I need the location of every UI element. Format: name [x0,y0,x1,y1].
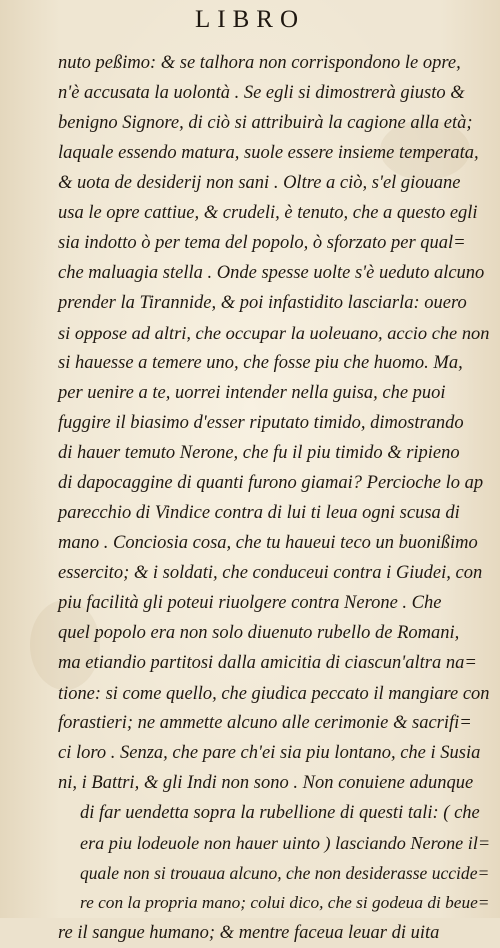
text-line: nuto peßimo: & se talhora non corrispondono le opre, [58,53,461,73]
text-line: benigno Signore, di ciò si attribuirà la cagione alla età; [58,113,473,133]
text-line: quel popolo era non solo diuenuto rubello de Romani, [58,623,460,643]
text-line: ni, i Battri, & gli Indi non sono . Non conuiene adunque [58,773,474,793]
text-line: & uota de desiderij non sani . Oltre a ciò, s'el giouane [58,173,461,193]
text-line: quale non si trouaua alcuno, che non desiderasse uccide= [80,863,490,883]
text-line: usa le opre cattiue, & crudeli, è tenuto, che a questo egli [58,203,478,223]
text-line: di hauer temuto Nerone, che fu il piu timido & ripieno [58,443,460,463]
text-line: di dapocaggine di quanti furono giamai? Percioche lo ap [58,473,484,493]
text-line: forastieri; ne ammette alcuno alle cerimonie & sacrifi= [58,713,472,733]
text-line: di far uendetta sopra la rubellione di questi tali: ( che [80,803,480,823]
text-line: re il sangue humano; & mentre faceua leuar di uita [58,923,440,943]
text-line: ma etiandio partitosi dalla amicitia di ciascun'altra na= [58,653,477,673]
text-line: essercito; & i soldati, che conduceui contra i Giudei, con [58,563,483,583]
text-line: per uenire a te, uorrei intender nella guisa, che puoi [58,383,446,403]
text-line: piu facilità gli poteui riuolgere contra Nerone . Che [58,593,442,613]
text-line: tione: si come quello, che giudica peccato il mangiare con [58,683,490,703]
text-line: si hauesse a temere uno, che fosse piu che huomo. Ma, [58,353,463,373]
text-line: fuggire il biasimo d'esser riputato timido, dimostrando [58,413,464,433]
text-line: n'è accusata la uolontà . Se egli si dimostrerà giusto & [58,83,465,103]
text-line: si oppose ad altri, che occupar la uoleuano, accio che non [58,323,490,343]
text-line: che maluagia stella . Onde spesse uolte s'è ueduto alcuno [58,263,485,283]
text-line: ci loro . Senza, che pare ch'ei sia piu lontano, che i Susia [58,743,481,763]
text-line: re con la propria mano; colui dico, che si godeua di beue= [80,893,490,912]
text-line: mano . Conciosia cosa, che tu haueui teco un buonißimo [58,533,478,553]
running-head: LIBRO [195,6,305,33]
text-line: parecchio di Vindice contra di lui ti leua ogni scusa di [58,503,460,523]
body-text [58,48,490,948]
text-line: era piu lodeuole non hauer uinto ) lasciando Nerone il= [80,833,491,853]
text-line: prender la Tirannide, & poi infastidito lasciarla: ouero [58,293,467,313]
text-line: laquale essendo matura, suole essere insieme temperata, [58,143,479,163]
text-line: sia indotto ò per tema del popolo, ò sforzato per qual= [58,233,466,253]
